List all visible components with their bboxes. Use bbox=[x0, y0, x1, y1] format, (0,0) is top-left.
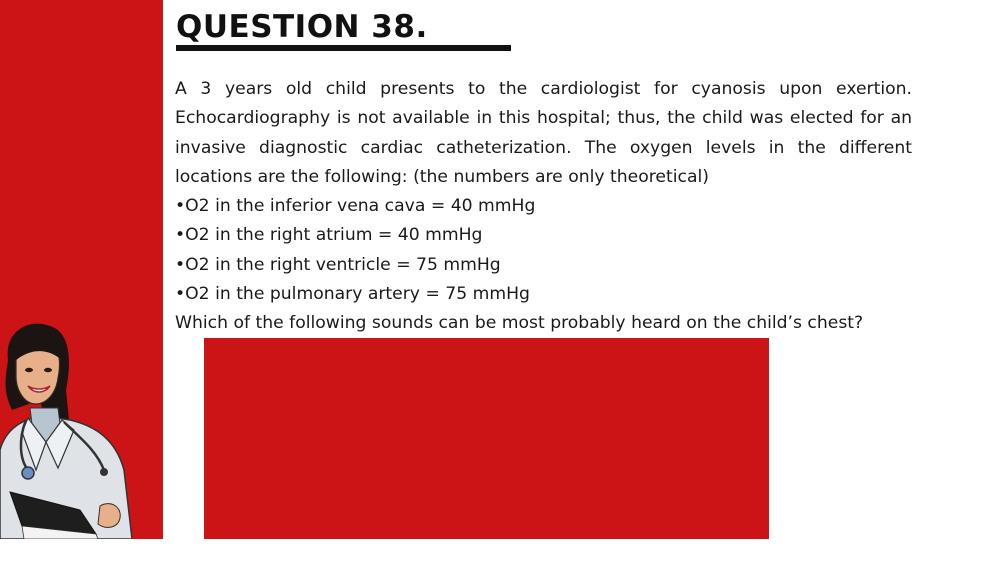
bullet-ivc: •O2 in the inferior vena cava = 40 mmHg bbox=[175, 196, 536, 217]
doctor-illustration-icon bbox=[0, 320, 140, 539]
question-title: QUESTION 38. bbox=[176, 9, 428, 45]
question-prompt: Which of the following sounds can be most probably heard on the child’s chest? bbox=[175, 313, 864, 334]
bullet-right-ventricle: •O2 in the right ventricle = 75 mmHg bbox=[175, 254, 501, 275]
question-body bbox=[175, 75, 912, 339]
title-underline bbox=[176, 45, 511, 51]
question-stem: A 3 years old child presents to the cardiologist for cyanosis upon exertion. Echocardiography is not available in this hospital; thus, the child was elected for an invasive diagnostic cardiac catheterization. The oxygen levels in the different locations are the following: (the numbers are only theoretical) bbox=[175, 79, 912, 187]
bullet-pulmonary-artery: •O2 in the pulmonary artery = 75 mmHg bbox=[175, 284, 530, 305]
bullet-right-atrium: •O2 in the right atrium = 40 mmHg bbox=[175, 225, 483, 246]
answer-cover-block bbox=[204, 338, 769, 539]
